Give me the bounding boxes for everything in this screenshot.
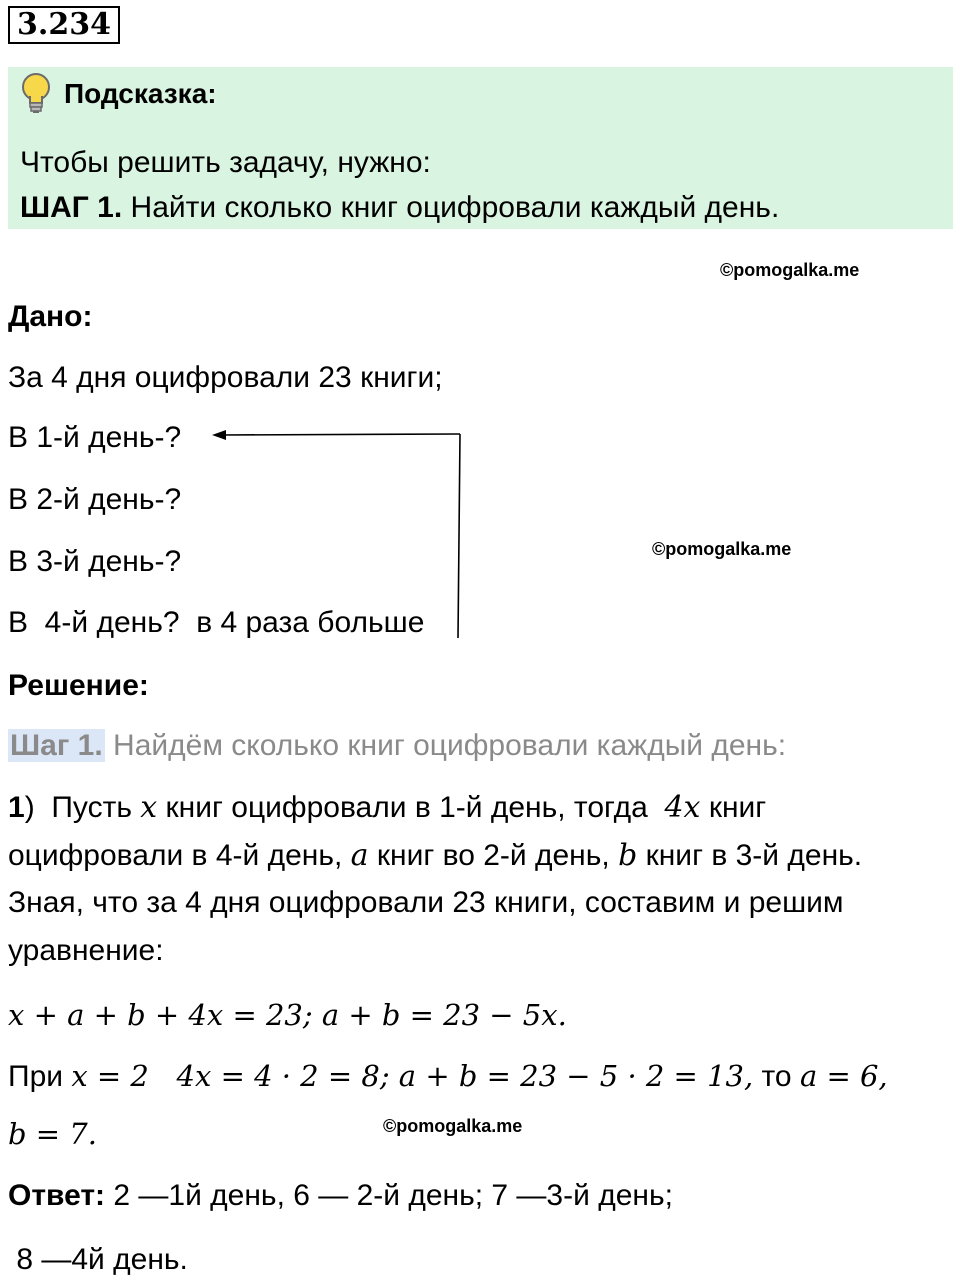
watermark: ©pomogalka.me: [383, 1116, 523, 1136]
math-expr: 4x: [664, 790, 701, 825]
text-span: книг оцифровали в 1-й день, тогда: [157, 791, 665, 824]
math-expr: x = 2 4x = 4 · 2 = 8; a + b = 23 − 5 · 2 = 13,: [71, 1059, 754, 1093]
hint-step: [20, 190, 779, 226]
math-var: a: [350, 838, 369, 873]
equation-3: b = 7.: [8, 1117, 97, 1151]
solution-step-text: Найдём сколько книг оцифровали каждый день:: [104, 729, 787, 762]
given-title: Дано:: [8, 300, 93, 333]
answer-label: Ответ:: [8, 1179, 106, 1212]
watermark: ©pomogalka.me: [652, 539, 792, 559]
relation-arrow: [200, 420, 480, 650]
item-number: 1: [8, 791, 25, 824]
text-span: оцифровали в 4-й день,: [8, 839, 351, 872]
solution-step: [8, 728, 786, 764]
given-line: За 4 дня оцифровали 23 книги;: [8, 361, 443, 394]
solution-step-label: Шаг 1.: [10, 729, 103, 762]
text-span: книг в 3-й день.: [637, 839, 863, 872]
answer-line: [8, 1178, 673, 1214]
text-span: книг во 2-й день,: [368, 839, 619, 872]
problem-number: 3.234: [8, 6, 120, 44]
math-expr: a = 6,: [799, 1059, 888, 1093]
hint-step-label: ШАГ 1.: [20, 191, 123, 224]
given-day3: В 3-й день-?: [8, 545, 182, 578]
given-day2: В 2-й день-?: [8, 483, 182, 516]
solution-paragraph-line: [8, 790, 766, 826]
text-span: ) Пусть: [24, 791, 141, 824]
given-day4: В 4-й день? в 4 раза больше: [8, 606, 425, 639]
answer-text: 2 —1й день, 6 — 2-й день; 7 —3-й день;: [105, 1179, 673, 1212]
solution-paragraph-line: Зная, что за 4 дня оцифровали 23 книги, составим и решим: [8, 886, 844, 919]
text-span: то: [753, 1060, 800, 1093]
answer-line-2: 8 —4й день.: [8, 1243, 188, 1276]
solution-paragraph-line: уравнение:: [8, 934, 164, 967]
text-span: книг: [700, 791, 767, 824]
solution-paragraph-line: [8, 838, 862, 874]
given-day1: В 1-й день-?: [8, 421, 182, 454]
text-span: При: [8, 1060, 72, 1093]
lightbulb-icon: [20, 72, 52, 116]
equation-1: x + a + b + 4x = 23; a + b = 23 − 5x.: [8, 998, 567, 1032]
math-var: x: [140, 790, 158, 825]
math-var: b: [618, 838, 638, 873]
hint-line: Чтобы решить задачу, нужно:: [20, 146, 431, 179]
hint-step-text: Найти сколько книг оцифровали каждый день.: [122, 191, 780, 224]
solution-title: Решение:: [8, 669, 149, 702]
equation-2: [8, 1058, 888, 1095]
watermark: ©pomogalka.me: [720, 260, 860, 280]
hint-title: Подсказка:: [64, 78, 217, 109]
